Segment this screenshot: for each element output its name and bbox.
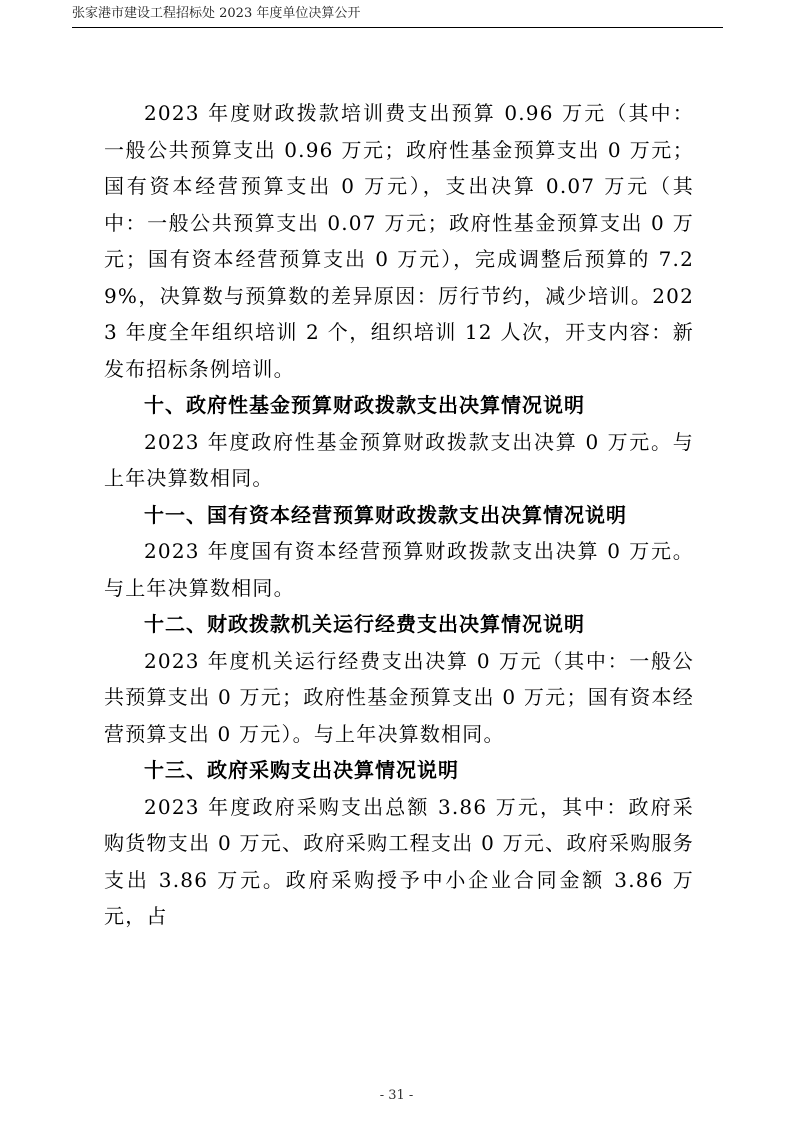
section-heading-13: 十三、政府采购支出决算情况说明 — [144, 758, 459, 782]
section-heading-11: 十一、国有资本经营预算财政拨款支出决算情况说明 — [144, 502, 627, 527]
running-header-title: 张家港市建设工程招标处 2023 年度单位决算公开 — [72, 6, 361, 21]
section-body-11: 2023 年度国有资本经营预算财政拨款支出决算 0 万元。与上年决算数相同。 — [104, 539, 694, 600]
page-number: - 31 - — [379, 1088, 414, 1103]
section-heading-12: 十二、财政拨款机关运行经费支出决算情况说明 — [144, 612, 585, 636]
section-body-13: 2023 年度政府采购支出总额 3.86 万元，其中：政府采购货物支出 0 万元、政府采购工程支出 0 万元、政府采购服务支出 3.86 万元。政府采购授予中小企业合同金额 3.86 万元，占 — [104, 794, 694, 928]
section-body-12: 2023 年度机关运行经费支出决算 0 万元（其中：一般公共预算支出 0 万元；政府性基金预算支出 0 万元；国有资本经营预算支出 0 万元）。与上年决算数相同。 — [104, 648, 694, 746]
training-expense-paragraph: 2023 年度财政拨款培训费支出预算 0.96 万元（其中：一般公共预算支出 0.96 万元；政府性基金预算支出 0 万元；国有资本经营预算支出 0 万元），支出决算 0.07 万元（其中：一般公共预算支出 0.07 万元；政府性基金预算支出 0 万元；国有资本经营预算支出 0 万元），完成调整后预算的 7.29%，决算数与预算数的差异原因：厉行节约，减少培训。2023 年度全年组织培训 2 个，组织培训 12 人次，开支内容：新发布招标条例培训。 — [104, 101, 694, 381]
section-body-10: 2023 年度政府性基金预算财政拨款支出决算 0 万元。与上年决算数相同。 — [104, 429, 694, 490]
document-body — [104, 95, 694, 935]
header-divider — [72, 27, 723, 28]
section-heading-10: 十、政府性基金预算财政拨款支出决算情况说明 — [144, 393, 585, 417]
